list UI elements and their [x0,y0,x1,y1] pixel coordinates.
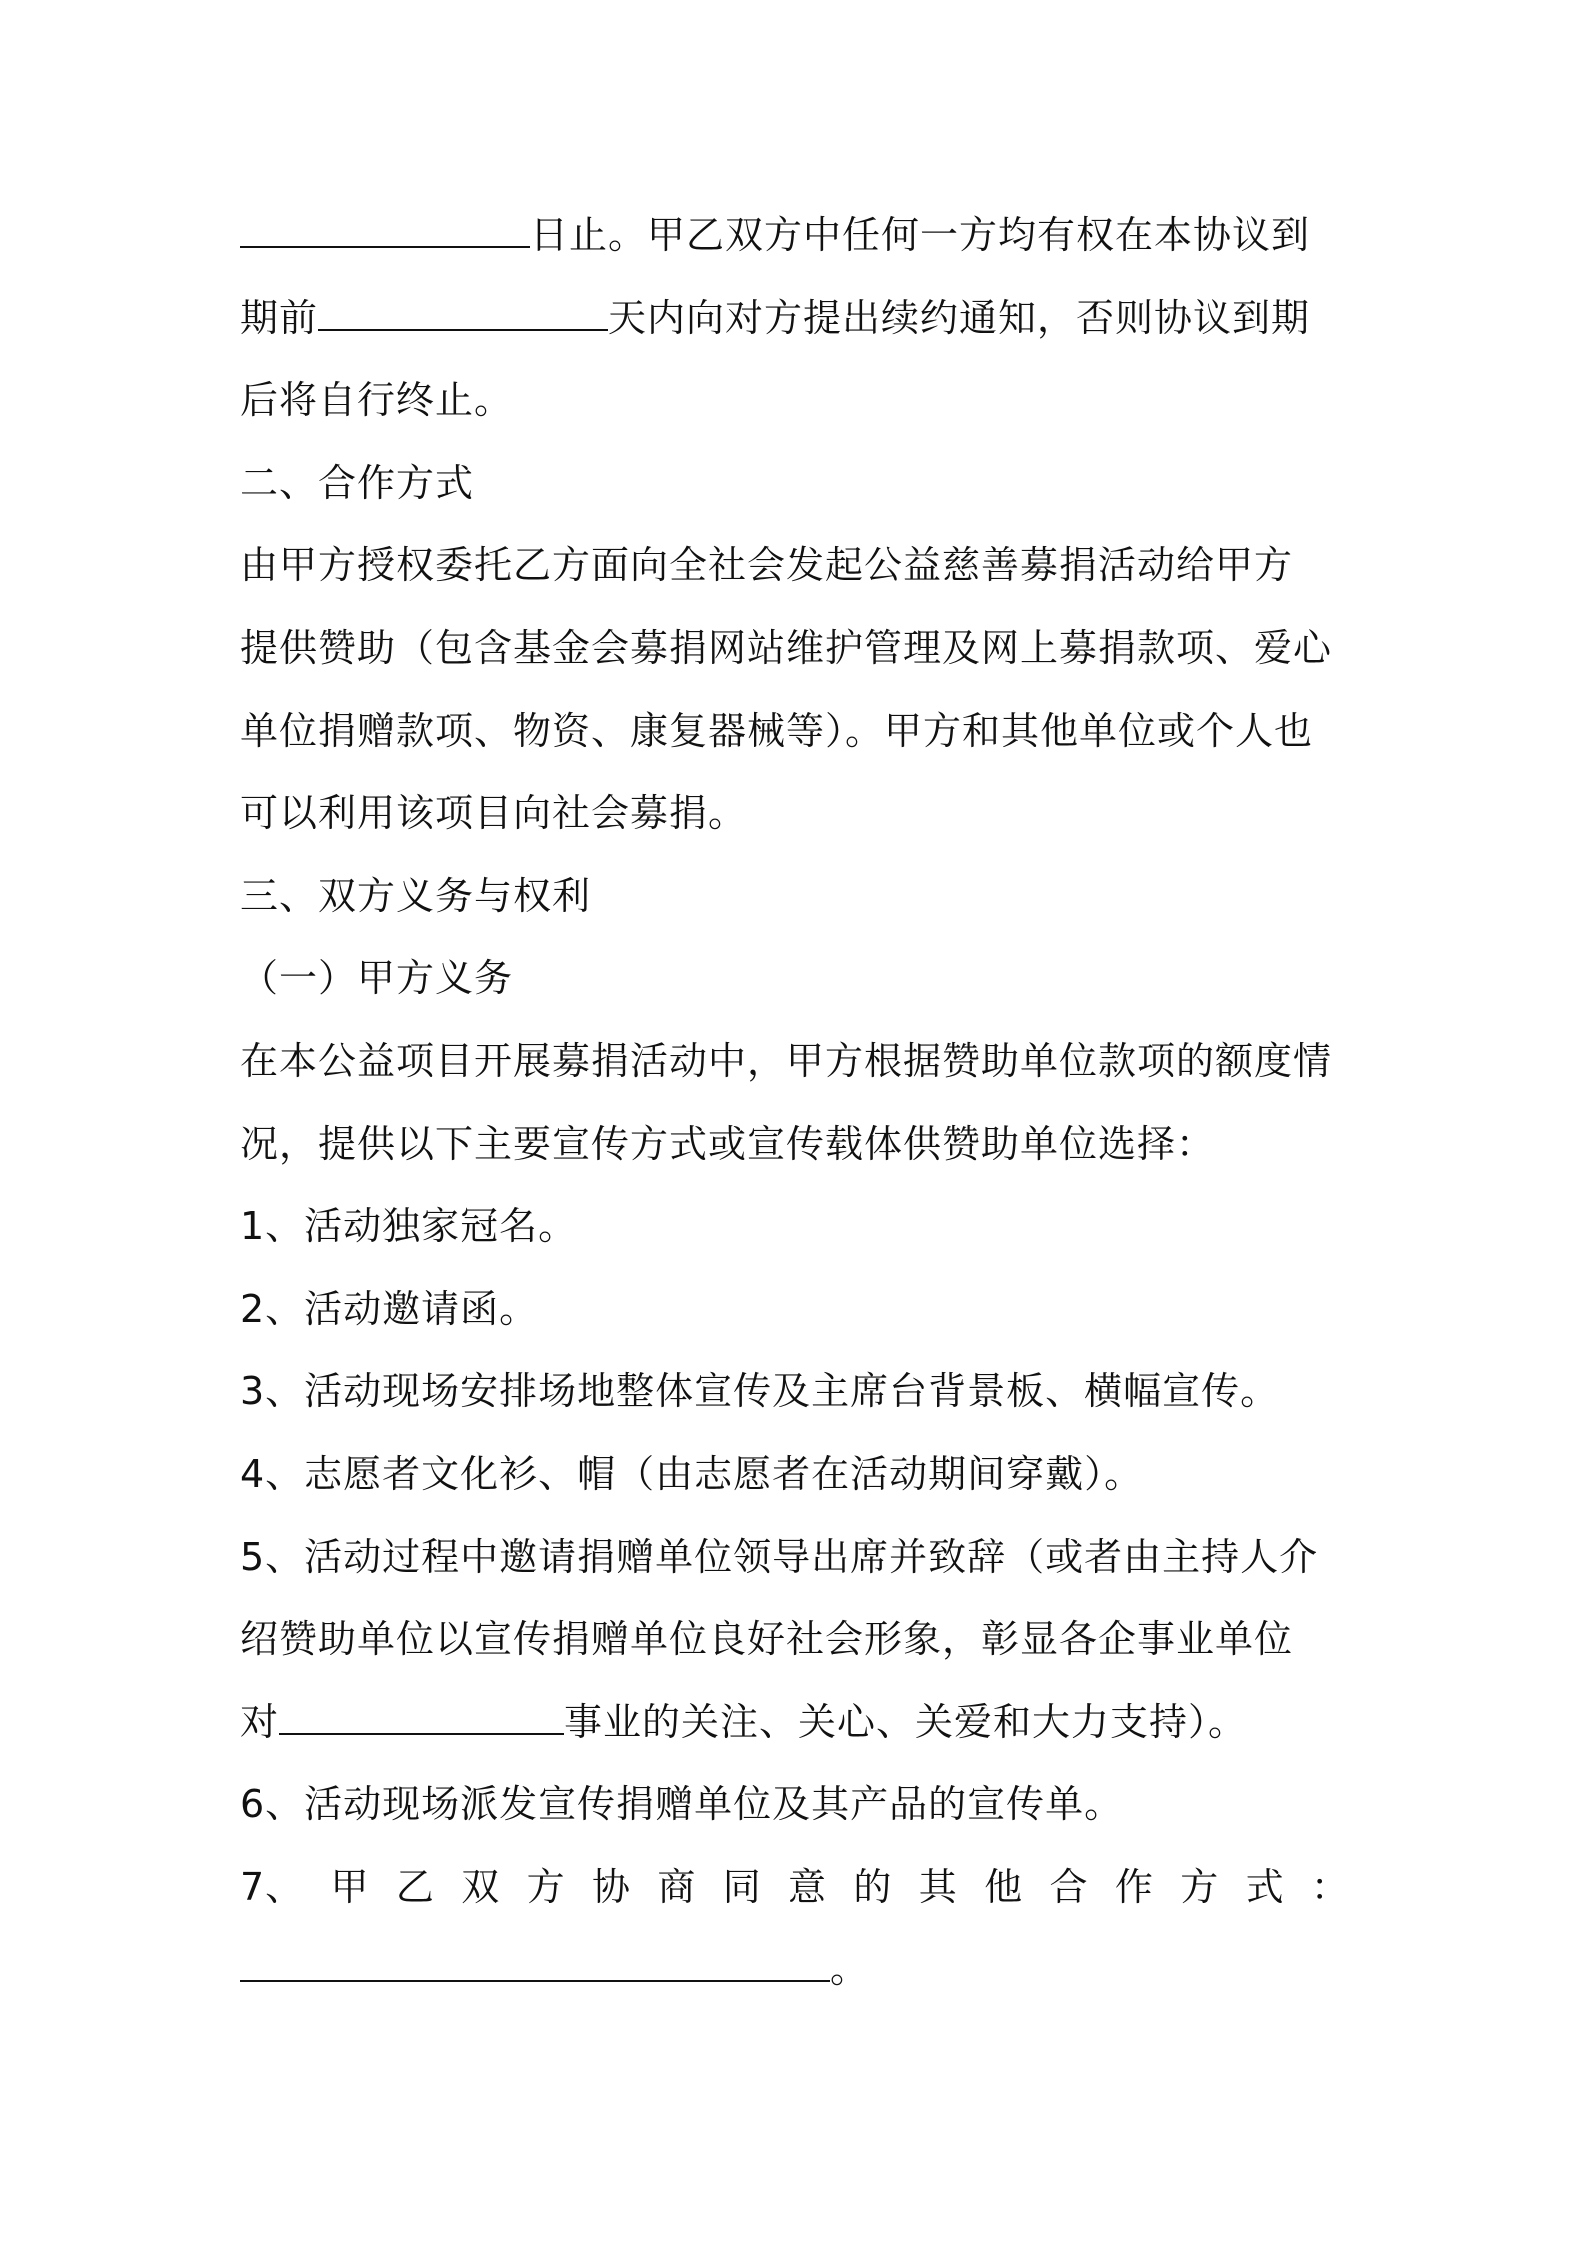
paragraph-line [240,277,1350,360]
section-heading: 二、合作方式 [240,460,475,505]
spread-char: 其 [918,1864,958,1909]
fill-in-blank[interactable] [318,291,608,331]
paragraph-line: 况，提供以下主要宣传方式或宣传载体供赞助单位选择： [240,1121,1216,1166]
spread-char: ： [1310,1864,1350,1909]
spread-char: 双 [461,1864,501,1909]
document-body [240,194,1350,2011]
list-item: 6、活动现场派发宣传捐赠单位及其产品的宣传单。 [240,1782,1124,1827]
list-item: 3、活动现场安排场地整体宣传及主席台背景板、横幅宣传。 [240,1369,1280,1414]
spread-char: 方 [526,1864,566,1909]
line-text: 期前 [240,295,319,340]
paragraph-line: 由甲方授权委托乙方面向全社会发起公益慈善募捐活动给甲方 [240,543,1294,588]
line-text: 事业的关注、关心、关爱和大力支持）。 [564,1699,1248,1744]
paragraph-line: 绍赞助单位以宣传捐赠单位良好社会形象，彰显各企事业单位 [240,1617,1294,1662]
section-heading: 三、双方义务与权利 [240,873,592,918]
list-item: 5、活动过程中邀请捐赠单位领导出席并致辞（或者由主持人介 [240,1534,1319,1579]
spread-char: 他 [984,1864,1024,1909]
spread-char: 的 [853,1864,893,1909]
paragraph-line: 后将自行终止。 [240,378,514,423]
spread-char: 甲 [330,1864,370,1909]
list-item: 1、活动独家冠名。 [240,1204,578,1249]
paragraph-line: 可以利用该项目向社会募捐。 [240,791,748,836]
fill-in-blank[interactable] [240,208,530,248]
spread-char: 合 [1049,1864,1089,1909]
spread-char: 7、 [240,1864,305,1909]
line-text: 。 [830,1947,870,1992]
spread-char: 方 [1180,1864,1220,1909]
fill-in-blank[interactable] [240,1942,830,1982]
paragraph-line [240,1681,1350,1764]
spread-char: 式 [1245,1864,1285,1909]
spread-char: 协 [591,1864,631,1909]
subsection-heading: （一）甲方义务 [240,956,514,1001]
paragraph-line [240,1928,1350,2011]
spread-char: 商 [657,1864,697,1909]
paragraph-line [240,194,1350,277]
line-text: 对 [240,1699,280,1744]
spread-char: 乙 [395,1864,435,1909]
list-item: 4、志愿者文化衫、帽（由志愿者在活动期间穿戴）。 [240,1451,1144,1496]
line-text: 日止。甲乙双方中任何一方均有权在本协议到 [530,213,1311,257]
fill-in-blank[interactable] [279,1695,564,1735]
paragraph-line: 单位捐赠款项、物资、康复器械等）。甲方和其他单位或个人也 [240,708,1314,753]
line-text: 天内向对方提出续约通知，否则协议到期 [608,295,1311,340]
spread-char: 同 [722,1864,762,1909]
spread-char: 意 [788,1864,828,1909]
spread-char: 作 [1114,1864,1154,1909]
paragraph-line: 在本公益项目开展募捐活动中，甲方根据赞助单位款项的额度情 [240,1038,1333,1083]
paragraph-line: 提供赞助（包含基金会募捐网站维护管理及网上募捐款项、爱心 [240,625,1333,670]
list-item-spread [240,1846,1350,1929]
list-item: 2、活动邀请函。 [240,1286,539,1331]
